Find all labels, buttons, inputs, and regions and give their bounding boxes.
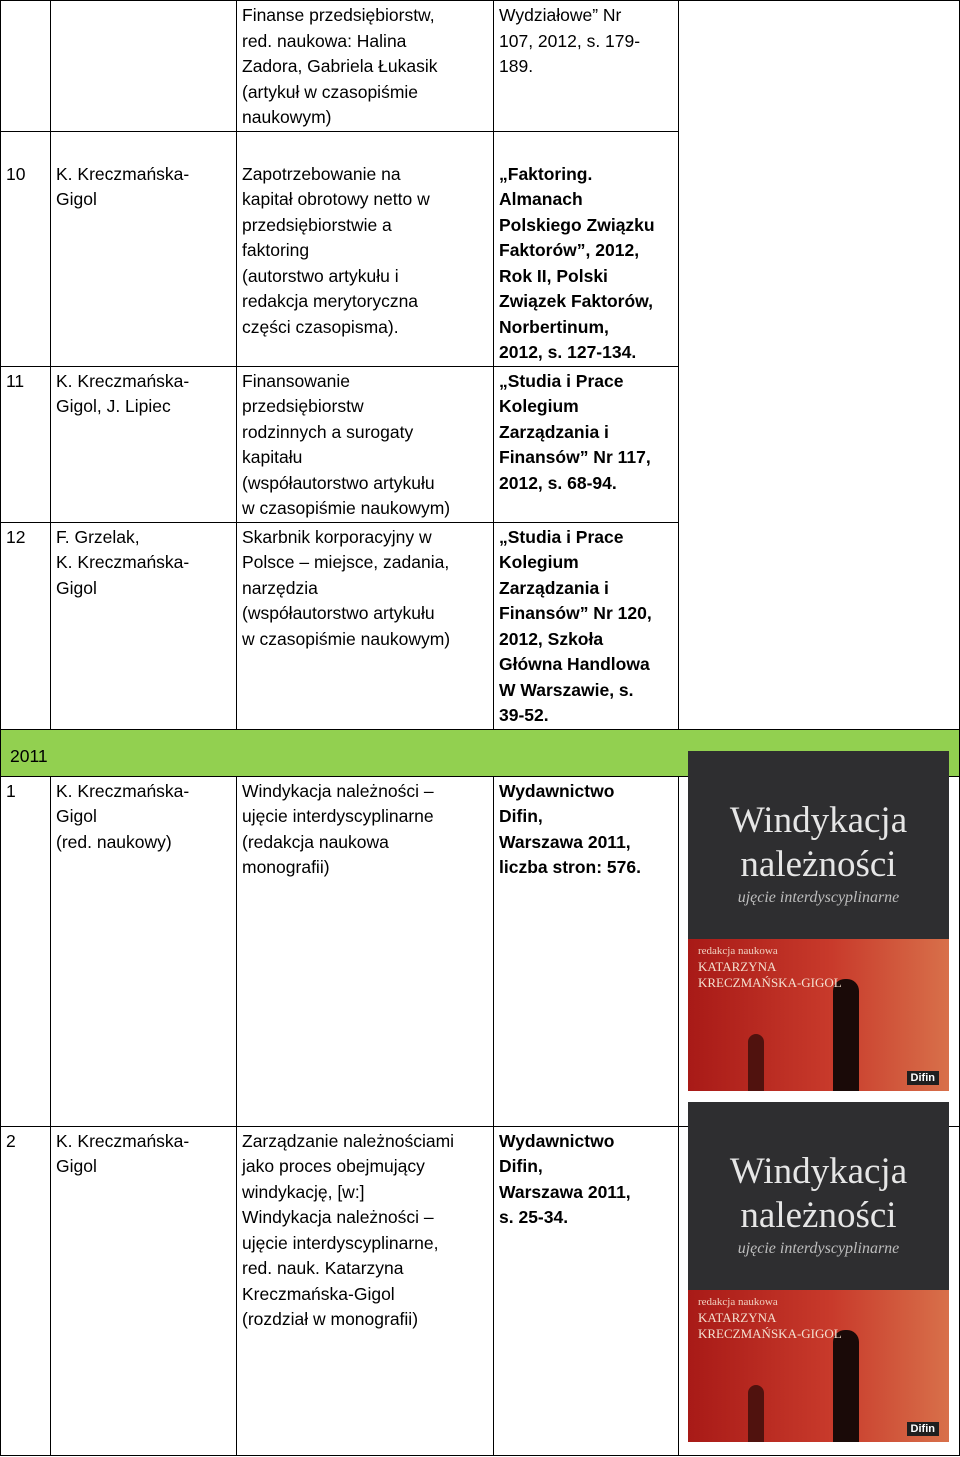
book-cover-image	[688, 1102, 949, 1442]
row-number: 1	[1, 776, 51, 1126]
publisher-logo: Difin	[907, 1422, 939, 1436]
author-cell: K. Kreczmańska- Gigol	[51, 1126, 237, 1456]
source-cell: „Studia i Prace Kolegium Zarządzania i Finansów” Nr 117, 2012, s. 68-94.	[494, 366, 679, 522]
title-cell: Skarbnik korporacyjny w Polsce – miejsce, zadania, narzędzia (współautorstwo artykułu w czasopiśmie naukowym)	[237, 522, 494, 729]
source-cell: Wydawnictwo Difin, Warszawa 2011, s. 25-34.	[494, 1126, 679, 1456]
row-number: 10	[1, 131, 51, 366]
cover-title: Windykacja należności	[729, 1151, 908, 1236]
publisher-logo: Difin	[907, 1071, 939, 1085]
source-cell: Wydziałowe” Nr 107, 2012, s. 179- 189.	[494, 1, 679, 132]
cover-title: Windykacja należności	[729, 800, 908, 885]
source-cell: „Studia i Prace Kolegium Zarządzania i Finansów” Nr 120, 2012, Szkoła Główna Handlowa W Warszawie, s. 39-52.	[494, 522, 679, 729]
author-cell	[51, 1, 237, 132]
cover-subtitle: ujęcie interdyscyplinarne	[737, 889, 900, 906]
cover-editor-label: redakcja naukowa	[698, 945, 778, 957]
title-cell: Windykacja należności – ujęcie interdyscyplinarne (redakcja naukowa monografii)	[237, 776, 494, 1126]
cover-editor-label: redakcja naukowa	[698, 1296, 778, 1308]
cover-red-band	[688, 1290, 949, 1442]
silhouette-figure	[833, 979, 859, 1091]
image-cell	[679, 1, 960, 730]
cover-red-band	[688, 939, 949, 1091]
table-row	[1, 1, 960, 132]
silhouette-figure	[748, 1034, 764, 1091]
cover-author: KATARZYNA KRECZMAŃSKA-GIGOL	[698, 959, 842, 990]
cover-author: KATARZYNA KRECZMAŃSKA-GIGOL	[698, 1310, 842, 1341]
book-cover-image	[688, 751, 949, 1091]
cover-subtitle: ujęcie interdyscyplinarne	[737, 1240, 900, 1257]
row-number	[1, 1, 51, 132]
author-cell: K. Kreczmańska- Gigol	[51, 131, 237, 366]
silhouette-figure	[833, 1330, 859, 1442]
year-label: 2011	[1, 729, 960, 776]
title-cell: Zarządzanie należnościami jako proces obejmujący windykację, [w:] Windykacja należności – ujęcie interdyscyplinarne, red. nauk. Katarzyna Kreczmańska-Gigol (rozdział w monografii)	[237, 1126, 494, 1456]
author-cell: K. Kreczmańska- Gigol (red. naukowy)	[51, 776, 237, 1126]
author-cell: K. Kreczmańska- Gigol, J. Lipiec	[51, 366, 237, 522]
title-cell: Finansowanie przedsiębiorstw rodzinnych a surogaty kapitału (współautorstwo artykułu w czasopiśmie naukowym)	[237, 366, 494, 522]
source-cell: Wydawnictwo Difin, Warszawa 2011, liczba stron: 576.	[494, 776, 679, 1126]
row-number: 11	[1, 366, 51, 522]
row-number: 12	[1, 522, 51, 729]
author-cell: F. Grzelak, K. Kreczmańska- Gigol	[51, 522, 237, 729]
title-cell: Zapotrzebowanie na kapitał obrotowy netto w przedsiębiorstwie a faktoring (autorstwo artykułu i redakcja merytoryczna części czasopisma).	[237, 131, 494, 366]
source-cell: „Faktoring. Almanach Polskiego Związku Faktorów”, 2012, Rok II, Polski Związek Faktorów, Norbertinum, 2012, s. 127-134.	[494, 131, 679, 366]
row-number: 2	[1, 1126, 51, 1456]
title-cell: Finanse przedsiębiorstw, red. naukowa: Halina Zadora, Gabriela Łukasik (artykuł w czasopiśmie naukowym)	[237, 1, 494, 132]
silhouette-figure	[748, 1385, 764, 1442]
